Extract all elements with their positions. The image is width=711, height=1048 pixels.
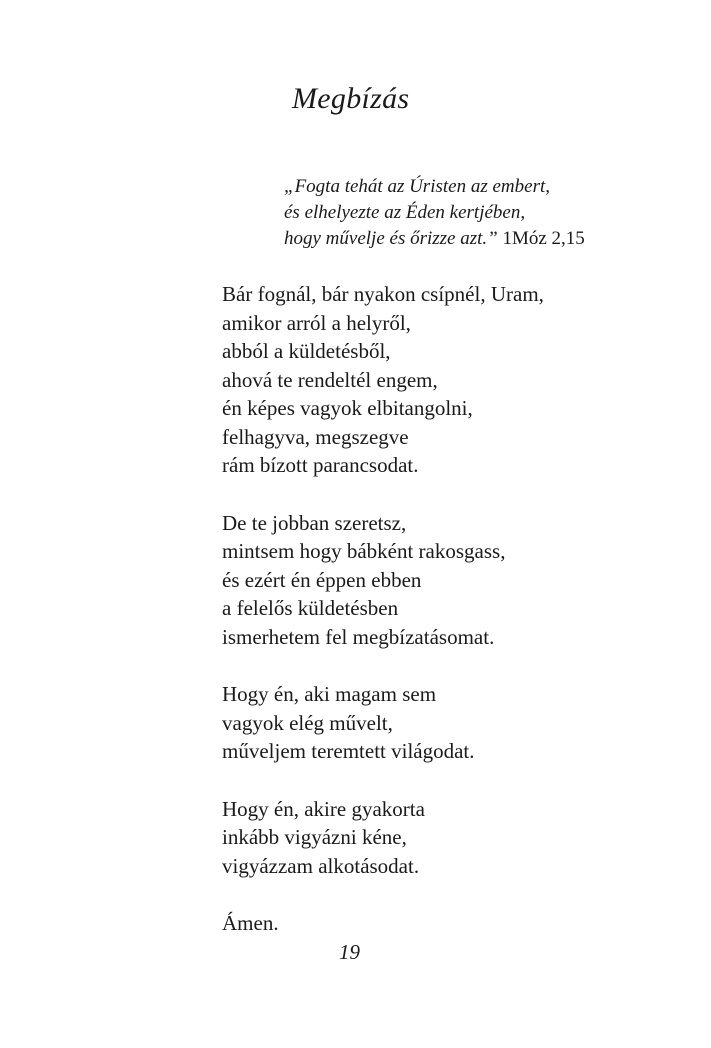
verse-line: mintsem hogy bábként rakosgass, [222, 539, 506, 563]
verse-line: Bár fognál, bár nyakon csípnél, Uram, [222, 282, 544, 306]
verse-line: vigyázzam alkotásodat. [222, 853, 420, 878]
verse-line: amikor arról a helyről, [222, 310, 411, 335]
stanza [222, 509, 544, 652]
epigraph-line: és elhelyezte az Éden kertjében, [284, 202, 526, 223]
verse-line: Hogy én, aki magam sem [222, 682, 437, 706]
poem-body [222, 280, 544, 967]
verse-line: műveljem teremtett világodat. [222, 739, 475, 763]
poem-title: Megbízás [292, 82, 410, 115]
epigraph [284, 174, 585, 252]
stanza [222, 909, 544, 938]
verse-line: vagyok elég művelt, [222, 710, 393, 735]
verse-line: Ámen. [222, 911, 279, 935]
epigraph-line: hogy művelje és őrizze azt.” [284, 228, 498, 249]
stanza [222, 680, 544, 766]
epigraph-reference: 1Móz 2,15 [502, 228, 585, 249]
stanza [222, 280, 544, 480]
verse-line: ismerhetem fel megbízatásomat. [222, 624, 495, 649]
verse-line: a felelős küldetésben [222, 596, 399, 620]
epigraph-line: „Fogta tehát az Úristen az embert, [284, 176, 550, 197]
verse-line: rám bízott parancsodat. [222, 453, 419, 477]
epigraph-line-with-reference [284, 226, 585, 252]
verse-line: De te jobban szeretsz, [222, 510, 407, 535]
verse-line: én képes vagyok elbitangolni, [222, 396, 473, 420]
verse-line: abból a küldetésből, [222, 339, 391, 363]
verse-line: és ezért én éppen ebben [222, 567, 422, 592]
verse-line: felhagyva, megszegve [222, 424, 409, 449]
verse-line: Hogy én, akire gyakorta [222, 796, 425, 821]
stanza [222, 795, 544, 881]
verse-line: inkább vigyázni kéne, [222, 825, 407, 849]
verse-line: ahová te rendeltél engem, [222, 367, 438, 392]
page-number: 19 [339, 940, 360, 964]
